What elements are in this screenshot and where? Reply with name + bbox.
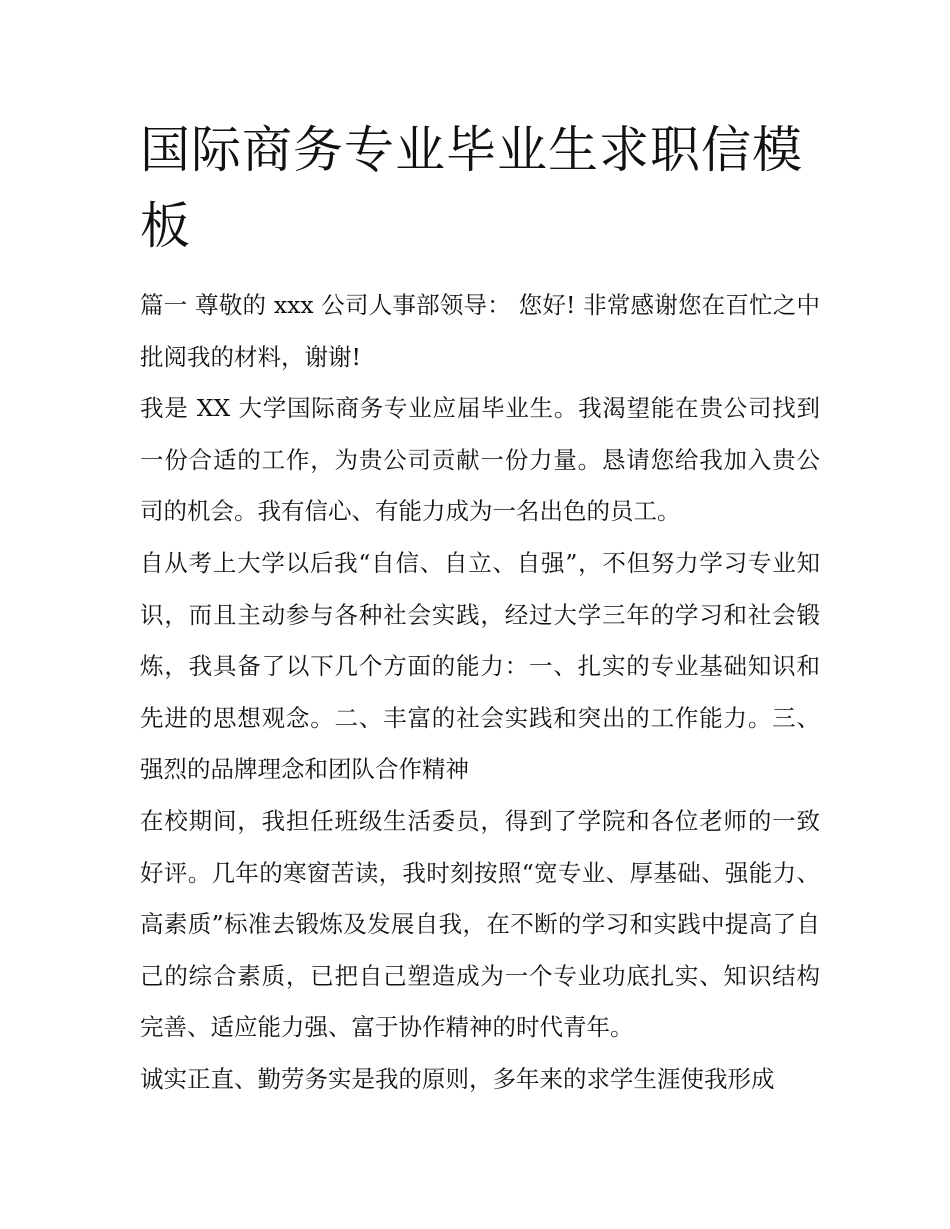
paragraph-introduction: 我是 XX 大学国际商务专业应届毕业生。我渴望能在贵公司找到一份合适的工作，为贵公司贡献一份力量。恳请您给我加入贵公司的机会。我有信心、有能力成为一名出色的员工。 — [140, 394, 820, 526]
document-title: 国际商务专业毕业生求职信模板 — [140, 121, 803, 255]
paragraph-greeting: 篇一 尊敬的 xxx 公司人事部领导： 您好! 非常感谢您在百忙之中批阅我的材料，谢谢! — [140, 291, 820, 371]
document-body — [140, 280, 820, 1106]
paragraph-principles: 诚实正直、勤劳务实是我的原则，多年来的求学生涯使我形成 — [140, 1064, 775, 1093]
paragraph-abilities: 自从考上大学以后我“自信、自立、自强”，不但努力学习专业知识，而且主动参与各种社会实践，经过大学三年的学习和社会锻炼，我具备了以下几个方面的能力：一、扎实的专业基础知识和先进的思想观念。二、丰富的社会实践和突出的工作能力。三、强烈的品牌理念和团队合作精神 — [140, 548, 820, 784]
paragraph-school-experience: 在校期间，我担任班级生活委员，得到了学院和各位老师的一致好评。几年的寒窗苦读，我时刻按照“宽专业、厚基础、强能力、高素质”标准去锻炼及发展自我，在不断的学习和实践中提高了自己的综合素质，已把自己塑造成为一个专业功底扎实、知识结构完善、适应能力强、富于协作精神的时代青年。 — [140, 806, 820, 1042]
